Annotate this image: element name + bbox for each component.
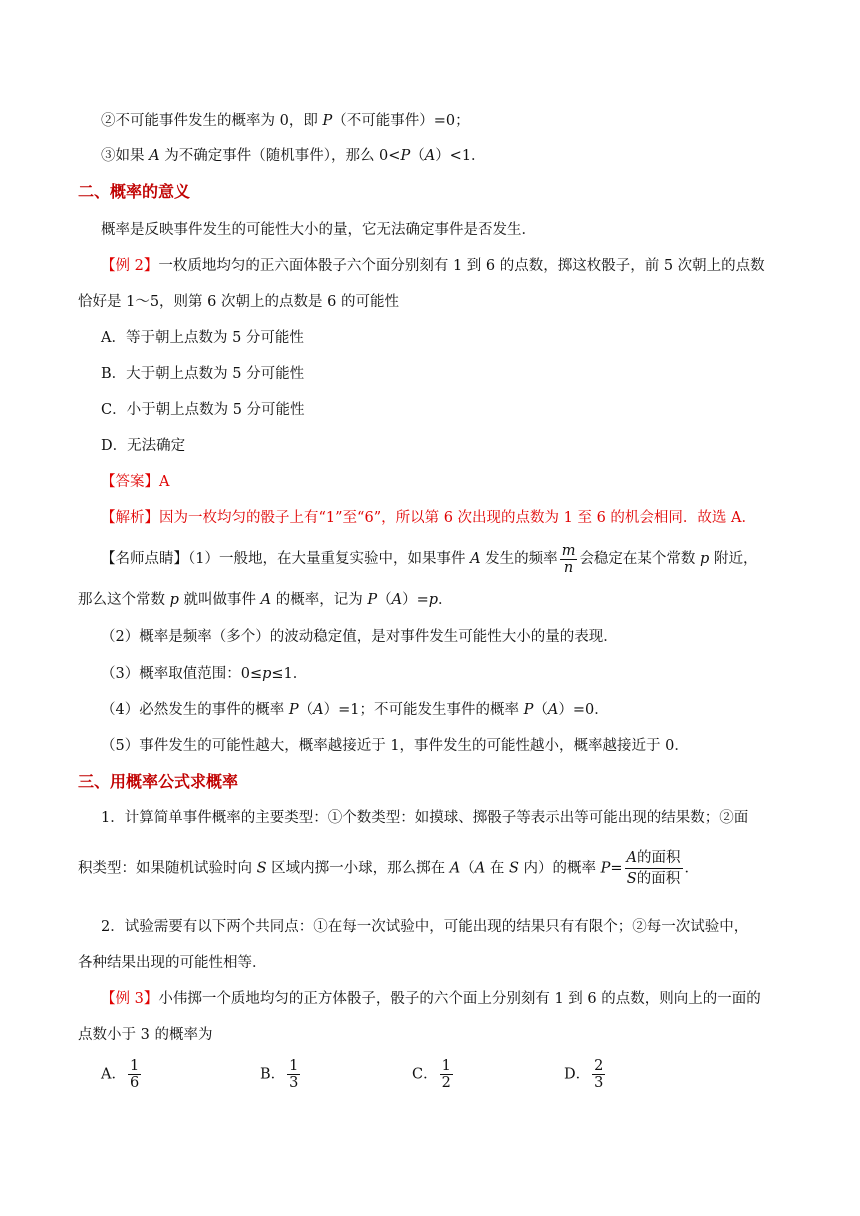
formula-item2-line2: 各种结果出现的可能性相等． — [78, 955, 267, 971]
var-P: P — [288, 702, 299, 718]
var-A: A — [474, 860, 486, 877]
choice-fraction — [287, 1058, 300, 1091]
var-P: P — [322, 113, 333, 129]
text: ）<1． — [435, 148, 486, 164]
tip-point-2: （2）概率是频率（多个）的波动稳定值，是对事件发生可能性大小的量的表现． — [101, 629, 618, 645]
choice-c — [412, 1058, 455, 1091]
section-heading-formula: 三、用概率公式求概率 — [78, 772, 239, 791]
formula-item2-line1: 2．试验需要有以下两个共同点：①在每一次试验中，可能出现的结果只有有限个；②每一次试验中， — [101, 919, 749, 935]
numerator: 2 — [594, 1058, 604, 1074]
var-p: p — [428, 592, 439, 608]
example-tag: 【例 2】 — [101, 258, 159, 274]
choice-a — [101, 1058, 143, 1091]
var-P: P — [367, 592, 378, 608]
example-3-line1 — [101, 989, 761, 1009]
denominator: 3 — [289, 1075, 299, 1091]
var-A: A — [547, 702, 559, 718]
example-3-line2: 点数小于 3 的概率为 — [78, 1027, 213, 1043]
section-heading-meaning: 二、概率的意义 — [78, 182, 191, 201]
var-S: S — [508, 860, 519, 877]
var-S: S — [256, 860, 267, 877]
option-b: B．大于朝上点数为 5 分可能性 — [101, 366, 305, 382]
text: ）=1；不可能发生事件的概率 — [323, 702, 524, 718]
choice-fraction — [592, 1058, 605, 1091]
var-p: p — [700, 551, 710, 567]
var-A: A — [391, 592, 403, 608]
text: 小伟掷一个质地均匀的正方体骰子，骰子的六个面上分别刻有 1 到 6 的点数，则向上的一面的 — [158, 991, 761, 1007]
text: 的面积 — [636, 871, 681, 887]
var-S: S — [626, 871, 637, 887]
denominator: 3 — [594, 1075, 604, 1091]
var-A: A — [424, 148, 436, 164]
text: （ — [298, 702, 314, 718]
var-p: p — [169, 592, 179, 608]
text: （ — [460, 860, 475, 877]
tip-tag: 【名师点睛】 — [101, 551, 188, 567]
text: ②不可能事件发生的概率为 0，即 — [101, 113, 323, 129]
tip-point-3 — [101, 664, 307, 684]
denominator: 6 — [129, 1075, 140, 1091]
var-p: p — [262, 666, 272, 682]
tip-point-5: （5）事件发生的可能性越大，概率越接近于 1，事件发生的可能性越小，概率越接近于 0． — [101, 738, 689, 754]
text: （ — [533, 702, 548, 718]
text: ． — [684, 860, 700, 877]
paragraph-meaning: 概率是反映事件发生的可能性大小的量，它无法确定事件是否发生． — [101, 222, 536, 238]
text: 积类型：如果随机试验时向 — [78, 860, 257, 877]
var-A: A — [470, 551, 481, 567]
var-P: P — [600, 860, 611, 877]
choice-b — [260, 1058, 302, 1091]
numerator — [625, 848, 683, 869]
choice-d — [564, 1058, 607, 1091]
line-impossible-event — [101, 111, 470, 131]
text: （ — [377, 592, 392, 608]
example-tag: 【例 3】 — [101, 991, 159, 1007]
tip-line2 — [78, 590, 453, 610]
numerator: 1 — [129, 1058, 140, 1074]
fraction-m-over-n — [560, 543, 578, 576]
text: 区域内掷一小球，那么掷在 — [266, 860, 450, 877]
formula-item1-line1: 1．计算简单事件概率的主要类型：①个数类型：如摸球、掷骰子等表示出等可能出现的结果数；②面 — [101, 810, 749, 826]
text: ． — [438, 592, 453, 608]
text: 会稳定在某个常数 — [579, 551, 701, 567]
choice-label: C． — [412, 1066, 438, 1083]
text: ③如果 — [101, 148, 150, 164]
text: 在 — [485, 860, 509, 877]
text: （ — [410, 148, 425, 164]
tip-point-4 — [101, 700, 609, 720]
text: （1）一般地，在大量重复实验中，如果事件 — [188, 551, 471, 567]
var-A: A — [626, 850, 638, 866]
answer-line: 【答案】A — [101, 474, 170, 490]
denominator: n — [563, 559, 574, 576]
text: 就叫做事件 — [178, 592, 261, 608]
text: （3）概率取值范围：0≤ — [101, 666, 263, 682]
choice-label: B． — [260, 1066, 286, 1083]
var-P: P — [400, 148, 411, 164]
numerator: m — [561, 542, 576, 559]
option-c: C．小于朝上点数为 5 分可能性 — [101, 402, 305, 418]
option-a: A．等于朝上点数为 5 分可能性 — [101, 330, 304, 346]
denominator — [625, 869, 682, 889]
text: 的面积 — [637, 850, 681, 866]
numerator: 1 — [289, 1058, 299, 1074]
text: 一枚质地均匀的正六面体骰子六个面分别刻有 1 到 6 的点数，掷这枚骰子，前 5 次朝上的点数 — [158, 258, 765, 274]
example-2-line2: 恰好是 1～5，则第 6 次朝上的点数是 6 的可能性 — [78, 294, 399, 310]
tip-line1 — [101, 542, 757, 576]
option-d: D．无法确定 — [101, 438, 186, 454]
var-P: P — [523, 702, 534, 718]
choice-fraction — [128, 1058, 141, 1091]
var-A: A — [313, 702, 324, 718]
text: 内）的概率 — [518, 860, 601, 877]
denominator: 2 — [441, 1075, 451, 1091]
analysis-line: 【解析】因为一枚均匀的骰子上有“1”至“6”，所以第 6 次出现的点数为 1 至 6 的机会相同．故选 A． — [101, 510, 757, 526]
text: （不可能事件）=0； — [332, 113, 470, 129]
text: ）=0． — [558, 702, 609, 718]
choice-label: D． — [564, 1066, 591, 1083]
choice-fraction — [440, 1058, 453, 1091]
example-2-line1 — [101, 256, 765, 276]
text: 附近， — [709, 551, 758, 567]
choice-label: A． — [101, 1066, 126, 1083]
text: 的概率，记为 — [271, 592, 368, 608]
var-A: A — [449, 860, 461, 877]
text: （4）必然发生的事件的概率 — [101, 702, 289, 718]
text: 为不确定事件（随机事件），那么 0< — [159, 148, 401, 164]
text: = — [610, 860, 623, 877]
text: ）= — [402, 592, 429, 608]
text: 发生的频率 — [480, 551, 558, 567]
numerator: 1 — [441, 1058, 451, 1074]
var-A: A — [260, 592, 272, 608]
text: ≤1． — [271, 666, 308, 682]
fraction-area-ratio — [625, 848, 683, 889]
formula-item1-line2 — [78, 848, 699, 889]
var-A: A — [149, 148, 160, 164]
line-uncertain-event — [101, 146, 486, 166]
text: 那么这个常数 — [78, 592, 170, 608]
